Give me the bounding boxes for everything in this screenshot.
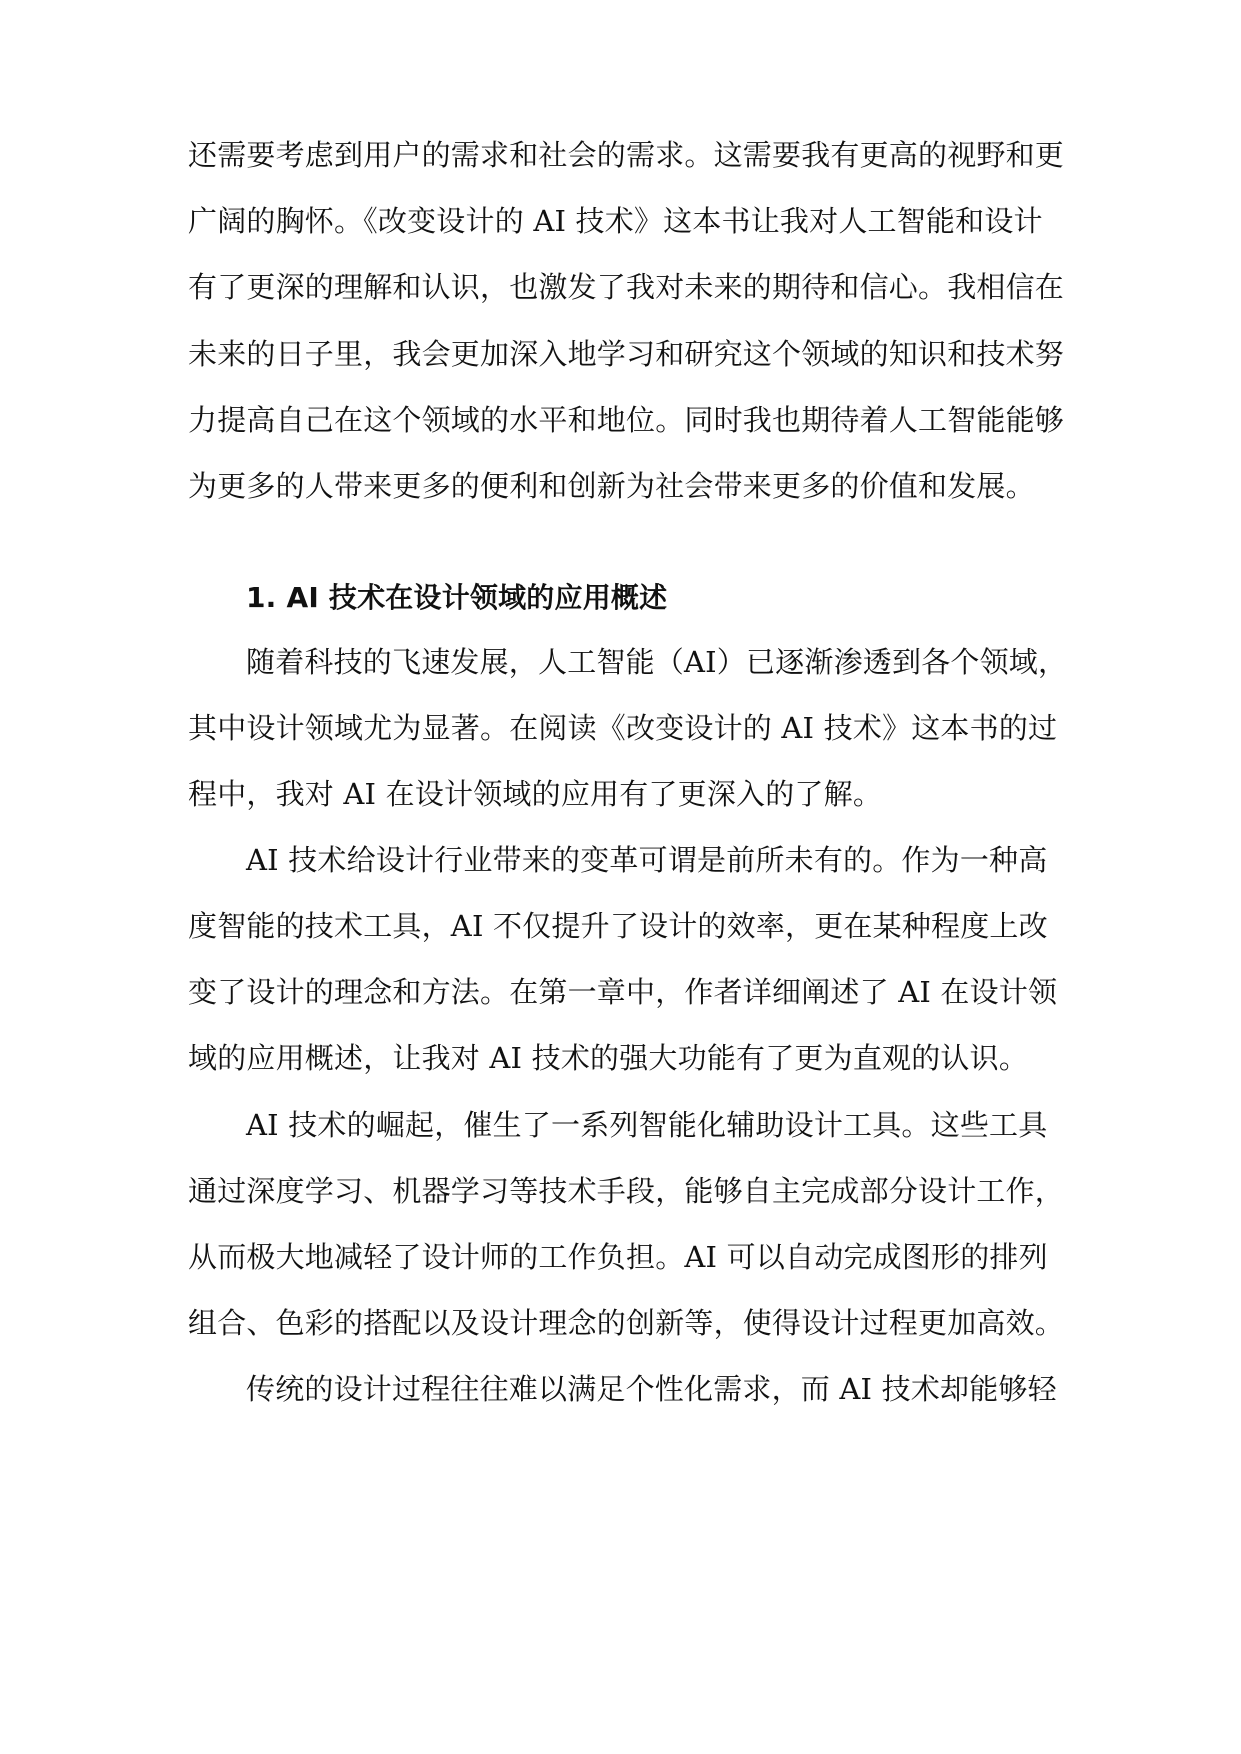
paragraph-line: 广阔的胸怀。《改变设计的 AI 技术》这本书让我对人工智能和设计 [188,204,1043,238]
paragraph-line: 从而极大地减轻了设计师的工作负担。AI 可以自动完成图形的排列 [188,1240,1048,1274]
paragraph-line: 度智能的技术工具，AI 不仅提升了设计的效率，更在某种程度上改 [188,909,1048,943]
paragraph-line: AI 技术的崛起，催生了一系列智能化辅助设计工具。这些工具 [246,1108,1048,1142]
paragraph-line: 未来的日子里，我会更加深入地学习和研究这个领域的知识和技术努 [188,337,1065,371]
paragraph-line: 随着科技的飞速发展，人工智能（AI）已逐渐渗透到各个领域， [246,645,1068,679]
paragraph-line: 还需要考虑到用户的需求和社会的需求。这需要我有更高的视野和更 [188,138,1065,172]
paragraph-line: 组合、色彩的搭配以及设计理念的创新等，使得设计过程更加高效。 [188,1306,1065,1340]
paragraph-line: 传统的设计过程往往难以满足个性化需求，而 AI 技术却能够轻 [246,1372,1057,1406]
paragraph-line: 变了设计的理念和方法。在第一章中，作者详细阐述了 AI 在设计领 [188,975,1058,1009]
paragraph-line: AI 技术给设计行业带来的变革可谓是前所未有的。作为一种高 [246,843,1048,877]
paragraph-line: 有了更深的理解和认识，也激发了我对未来的期待和信心。我相信在 [188,270,1065,304]
paragraph-line: 其中设计领域尤为显著。在阅读《改变设计的 AI 技术》这本书的过 [188,711,1058,745]
paragraph-line: 程中，我对 AI 在设计领域的应用有了更深入的了解。 [188,777,883,811]
paragraph-line: 力提高自己在这个领域的水平和地位。同时我也期待着人工智能能够 [188,403,1065,437]
paragraph-line: 为更多的人带来更多的便利和创新为社会带来更多的价值和发展。 [188,469,1035,503]
section-heading: 1. AI 技术在设计领域的应用概述 [246,581,668,614]
paragraph-line: 通过深度学习、机器学习等技术手段，能够自主完成部分设计工作， [188,1174,1065,1208]
paragraph-line: 域的应用概述，让我对 AI 技术的强大功能有了更为直观的认识。 [188,1041,1029,1075]
